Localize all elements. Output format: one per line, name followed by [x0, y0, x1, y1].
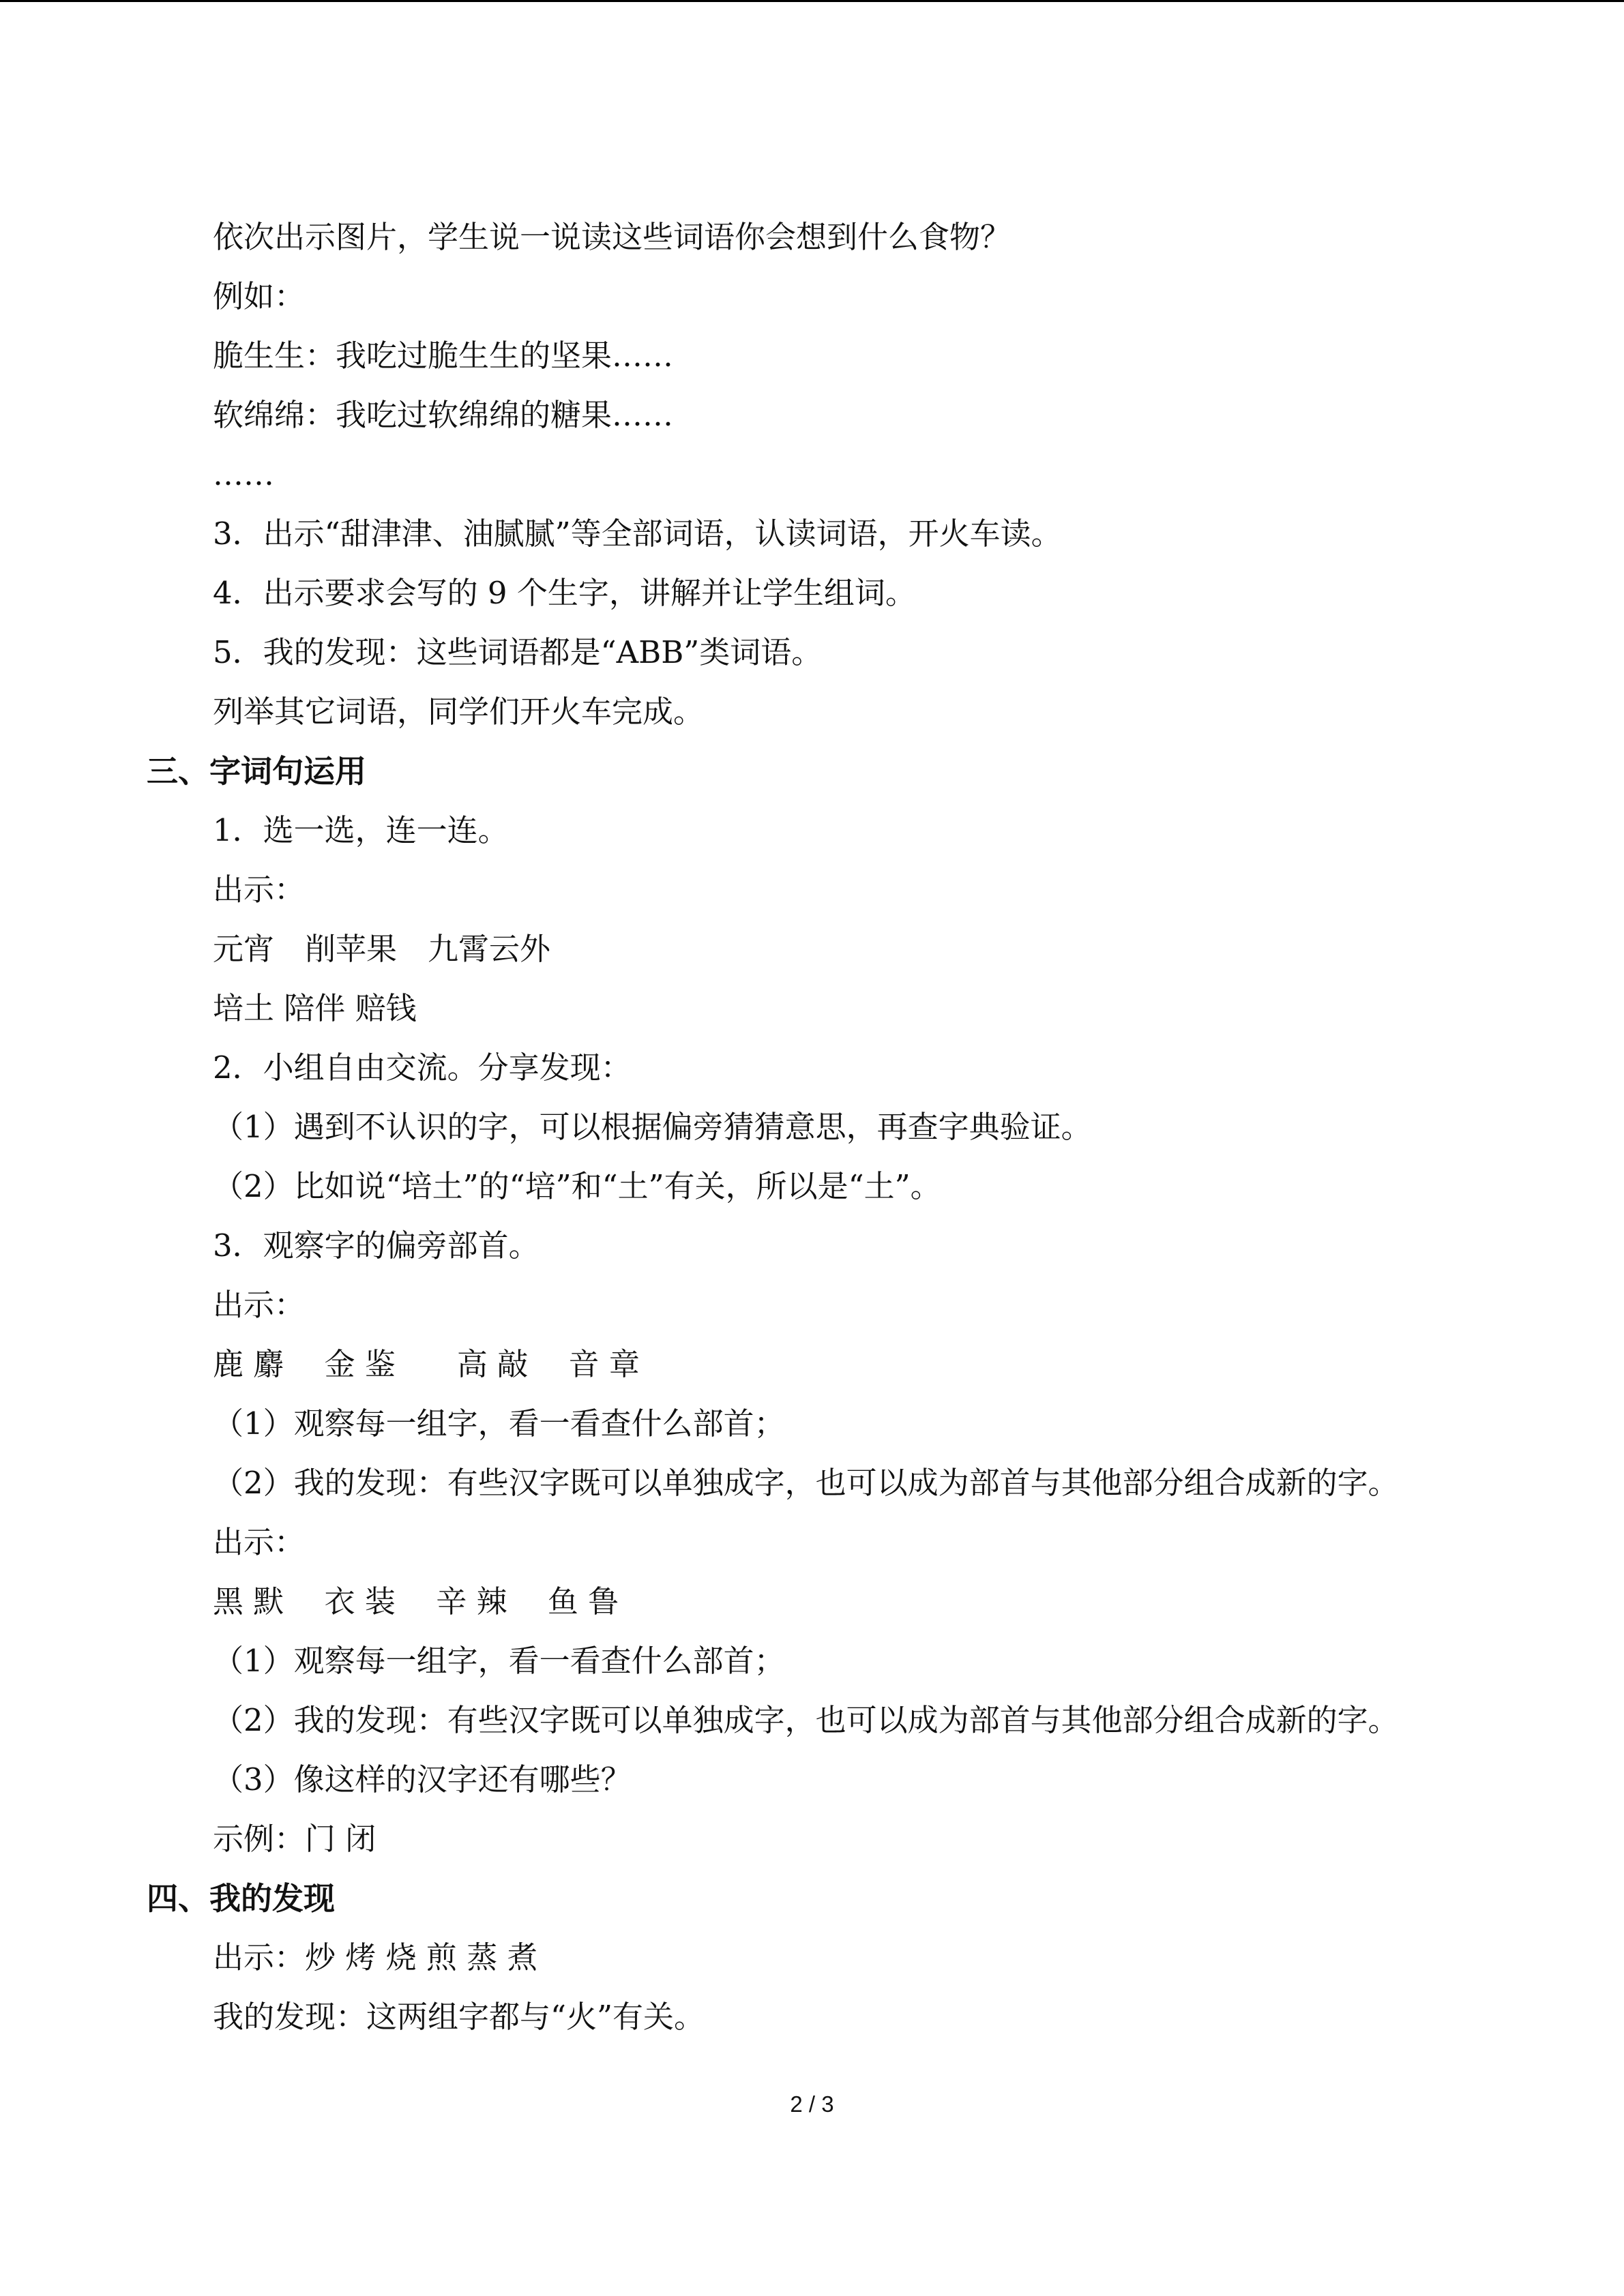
paragraph-line: （3）像这样的汉字还有哪些？ — [213, 1761, 632, 1798]
paragraph-line: 鹿 麝 金 鉴 高 敲 音 章 — [213, 1346, 640, 1382]
paragraph-line: （1）遇到不认识的字，可以根据偏旁猜猜意思，再查字典验证。 — [213, 1109, 1092, 1145]
paragraph-line: 依次出示图片，学生说一说读这些词语你会想到什么食物？ — [213, 219, 1012, 255]
section-heading: 三、字词句运用 — [147, 753, 366, 790]
paragraph-line: 4．出示要求会写的 9 个生字，讲解并让学生组词。 — [213, 575, 916, 611]
paragraph-line: 出示： — [213, 1287, 306, 1323]
paragraph-line: 黑 默 衣 装 辛 辣 鱼 鲁 — [213, 1583, 619, 1620]
paragraph-line: 元宵 削苹果 九霄云外 — [213, 931, 551, 967]
paragraph-line: 5．我的发现：这些词语都是“ABB”类词语。 — [213, 634, 823, 670]
paragraph-line: （2）我的发现：有些汉字既可以单独成字，也可以成为部首与其他部分组合成新的字。 — [213, 1465, 1399, 1501]
section-heading: 四、我的发现 — [147, 1880, 335, 1917]
paragraph-line: 出示： — [213, 1524, 306, 1560]
paragraph-line: 列举其它词语，同学们开火车完成。 — [213, 694, 705, 730]
paragraph-line: （1）观察每一组字，看一看查什么部首； — [213, 1405, 785, 1442]
paragraph-line: （2）我的发现：有些汉字既可以单独成字，也可以成为部首与其他部分组合成新的字。 — [213, 1702, 1399, 1738]
paragraph-line: 1．选一选，连一连。 — [213, 812, 509, 848]
paragraph-line: 示例：门 闭 — [213, 1821, 377, 1857]
paragraph-line: …… — [213, 456, 274, 492]
paragraph-line: 2．小组自由交流。分享发现： — [213, 1049, 632, 1086]
paragraph-line: 培土 陪伴 赔钱 — [213, 990, 417, 1026]
paragraph-line: （1）观察每一组字，看一看查什么部首； — [213, 1643, 785, 1679]
page-number: 2 / 3 — [790, 2091, 834, 2117]
paragraph-line: 3．出示“甜津津、油腻腻”等全部词语，认读词语，开火车读。 — [213, 516, 1062, 552]
paragraph-line: （2）比如说“培土”的“培”和“土”有关，所以是“土”。 — [213, 1168, 941, 1204]
paragraph-line: 软绵绵：我吃过软绵绵的糖果…… — [213, 397, 674, 433]
paragraph-line: 出示： — [213, 871, 306, 908]
paragraph-line: 脆生生：我吃过脆生生的坚果…… — [213, 338, 674, 374]
top-border-rule — [0, 0, 1624, 2]
paragraph-line: 3．观察字的偏旁部首。 — [213, 1227, 540, 1264]
paragraph-line: 出示：炒 烤 烧 煎 蒸 煮 — [213, 1939, 538, 1976]
paragraph-line: 我的发现：这两组字都与“火”有关。 — [213, 1999, 705, 2035]
paragraph-line: 例如： — [213, 278, 306, 314]
